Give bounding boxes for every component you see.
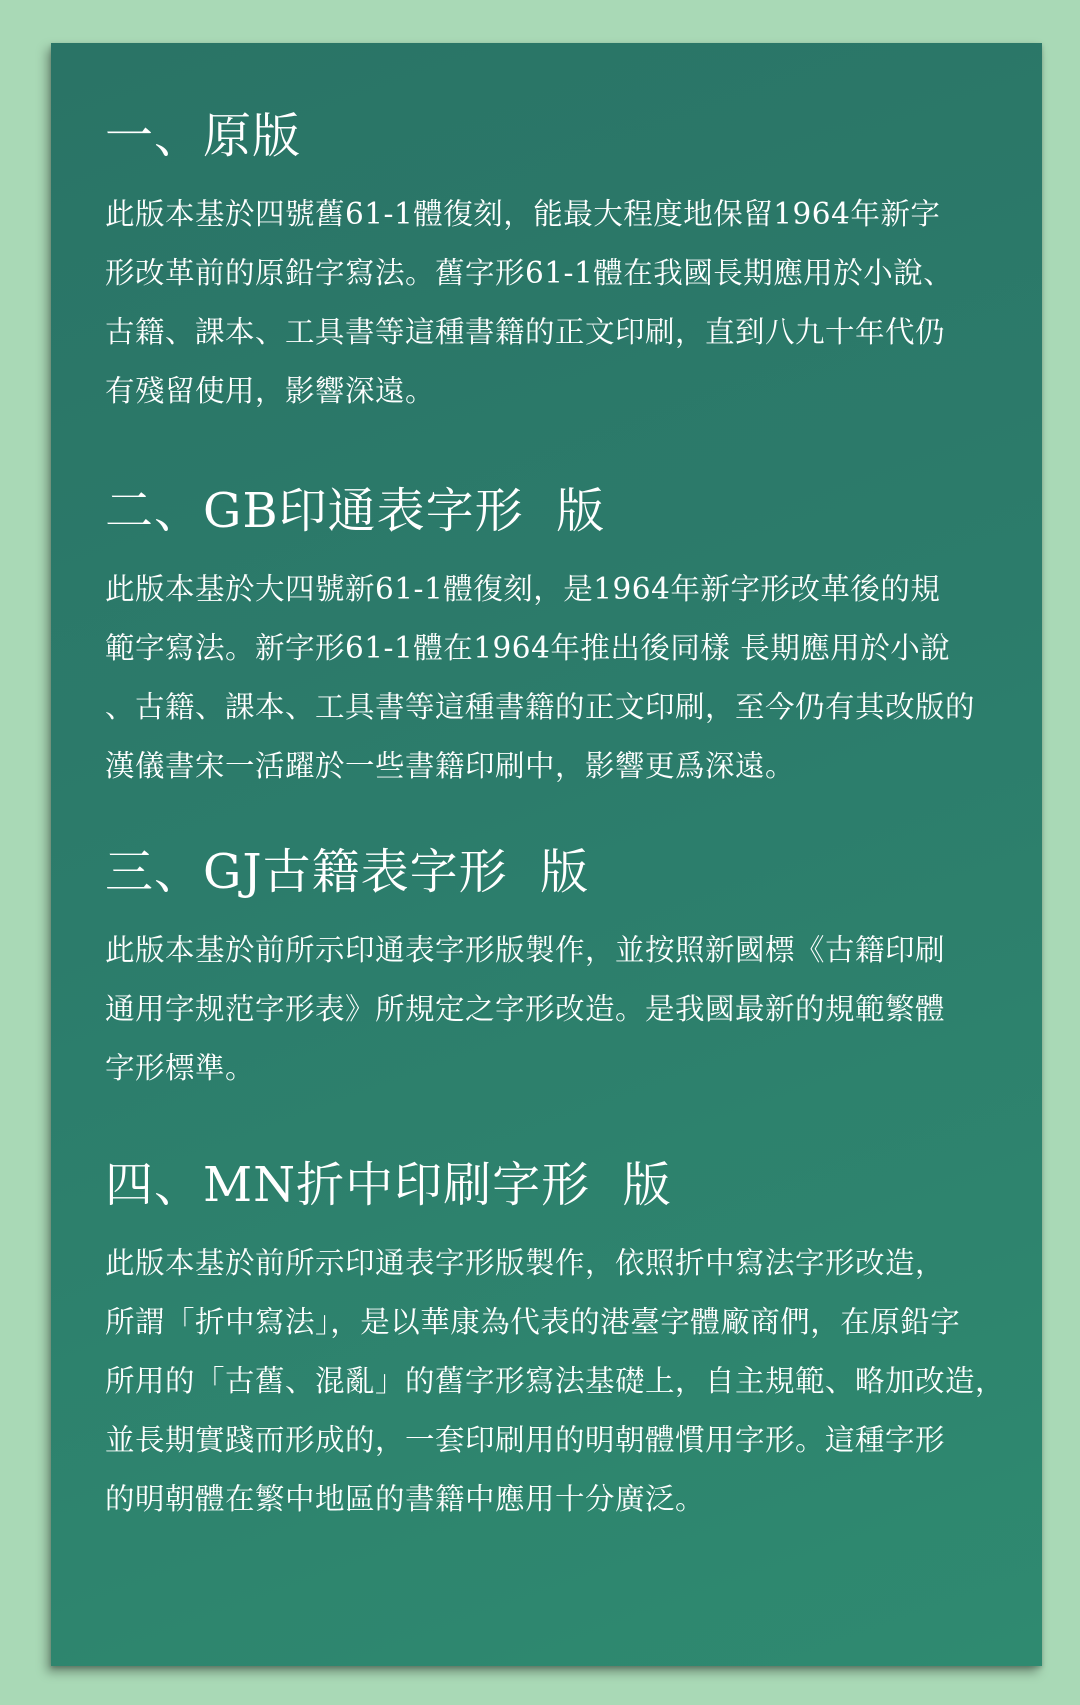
- section-paragraph: [105, 185, 990, 421]
- paragraph-line: 此版本基於大四號新61-1體復刻，是1964年新字形改革後的規: [105, 571, 941, 606]
- section-mn: [105, 1157, 1006, 1529]
- paragraph-line: 此版本基於前所示印通表字形版製作，並按照新國標《古籍印刷: [105, 932, 946, 967]
- section-paragraph: [105, 1234, 1006, 1529]
- section-heading: 四、MN折中印刷字形 版: [105, 1157, 672, 1213]
- section-original: [105, 110, 990, 421]
- paragraph-line: 形改革前的原鉛字寫法。舊字形61-1體在我國長期應用於小說、: [105, 255, 954, 290]
- paragraph-line: 所謂「折中寫法」，是以華康為代表的港臺字體廠商們，在原鉛字: [105, 1304, 961, 1339]
- section-paragraph: [105, 921, 990, 1098]
- paragraph-line: 並長期實踐而形成的，一套印刷用的明朝體慣用字形。這種字形: [105, 1422, 946, 1457]
- paragraph-line: 範字寫法。新字形61-1體在1964年推出後同樣 長期應用於小說: [105, 630, 951, 665]
- paragraph-line: 古籍、課本、工具書等這種書籍的正文印刷，直到八九十年代仍: [105, 314, 946, 349]
- section-gj: [105, 846, 990, 1098]
- paragraph-line: 此版本基於四號舊61-1體復刻，能最大程度地保留1964年新字: [105, 196, 941, 231]
- paragraph-line: 通用字规范字形表》所規定之字形改造。是我國最新的規範繁體: [105, 991, 946, 1026]
- section-paragraph: [105, 560, 990, 796]
- section-heading: 二、GB印通表字形 版: [105, 483, 606, 539]
- paragraph-line: 字形標準。: [105, 1050, 256, 1085]
- section-heading: 一、原版: [105, 108, 302, 164]
- paragraph-line: 所用的「古舊、混亂」的舊字形寫法基礎上，自主規範、略加改造，: [105, 1363, 1006, 1398]
- paragraph-line: 此版本基於前所示印通表字形版製作，依照折中寫法字形改造，: [105, 1245, 946, 1280]
- paragraph-line: 有殘留使用，影響深遠。: [105, 373, 436, 408]
- section-gb: [105, 485, 990, 796]
- content-card: [51, 43, 1042, 1666]
- section-heading: 三、GJ古籍表字形 版: [105, 844, 590, 900]
- paragraph-line: 漢儀書宋一活躍於一些書籍印刷中，影響更爲深遠。: [105, 748, 796, 783]
- paragraph-line: 、古籍、課本、工具書等這種書籍的正文印刷，至今仍有其改版的: [105, 689, 976, 724]
- paragraph-line: 的明朝體在繁中地區的書籍中應用十分廣泛。: [105, 1481, 706, 1516]
